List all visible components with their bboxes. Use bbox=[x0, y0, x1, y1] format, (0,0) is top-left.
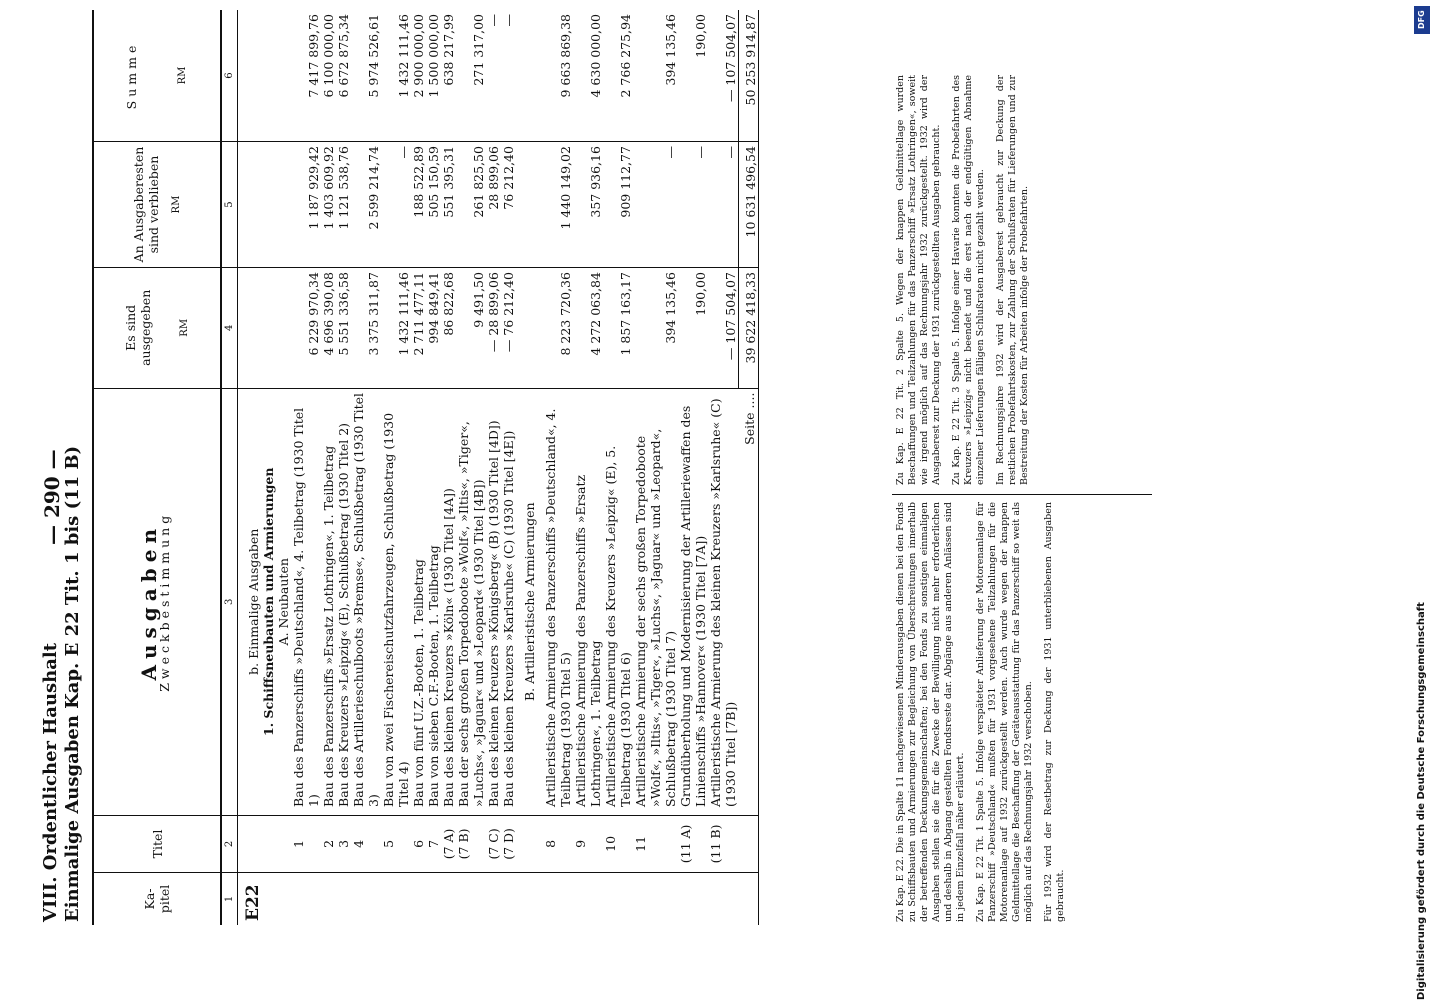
table-row bbox=[381, 10, 411, 925]
table-row bbox=[336, 10, 351, 925]
kapitel-code: E22 bbox=[243, 884, 263, 921]
ausgegeben-cell: 1 857 163,17 bbox=[603, 268, 633, 389]
kapitel-cell bbox=[543, 872, 573, 925]
summe-cell: 271 317,00 bbox=[456, 10, 486, 142]
ausgabereste-cell: 357 936,16 bbox=[573, 142, 603, 268]
seite-summe: 50 253 914,87 bbox=[738, 10, 758, 142]
summe-cell: 6 100 000,00 bbox=[321, 10, 336, 142]
colnum-4: 4 bbox=[221, 268, 238, 389]
zweck-cell: Bau des Panzerschiffs »Ersatz Lothringen«, 1. Teilbetrag bbox=[321, 388, 336, 815]
ausgegeben-cell: 86 822,68 bbox=[441, 268, 456, 389]
titel-cell: 11 bbox=[633, 815, 678, 872]
summe-cell: — 107 504,07 bbox=[708, 10, 738, 142]
ausgabereste-cell: 28 899,06 bbox=[486, 142, 501, 268]
col-ausgaben bbox=[93, 388, 221, 815]
ausgabereste-cell: 505 150,59 bbox=[426, 142, 441, 268]
colnum-6: 6 bbox=[221, 10, 238, 142]
summe-cell: 7 417 899,76 bbox=[291, 10, 321, 142]
unit-6: RM bbox=[177, 66, 188, 85]
ausgegeben-cell: 3 375 311,87 bbox=[351, 268, 381, 389]
ausgabereste-cell: 188 522,89 bbox=[411, 142, 426, 268]
kapitel-cell bbox=[456, 872, 486, 925]
titel-cell: (11 A) bbox=[678, 815, 708, 872]
summe-cell: 5 974 526,61 bbox=[351, 10, 381, 142]
ausgegeben-cell: — 76 212,40 bbox=[501, 268, 516, 389]
note-paragraph: Zu Kap. E 22 Tit. 3 Spalte 5. Infolge einer Havarie konnten die Probefahrten des Kreuzers »Leipzig« nicht beendet und die erst nach der endgültigen Abnahme einzelner Lieferungen fälligen Schlußraten nicht gezahlt werden. bbox=[951, 75, 986, 485]
colnum-2: 2 bbox=[221, 815, 238, 872]
note-paragraph: Zu Kap. E 22 Tit. 2 Spalte 5. Wegen der knappen Geldmittellage wurden Beschaffungen und Teilzahlungen für das Panzerschiff »Ersatz Lothringen«, soweit wie irgend möglich auf das Rechnungsjahr 1932 zurückgestellt. 1932 wird der Ausgaberest zur Deckung der 1931 zurückgestellten Ausgaben gebraucht. bbox=[895, 75, 942, 485]
titel-cell: 7 bbox=[426, 815, 441, 872]
dfg-logo: DFG bbox=[1414, 6, 1430, 34]
table-row bbox=[708, 10, 738, 925]
kapitel-cell bbox=[501, 872, 516, 925]
titel-cell: 10 bbox=[603, 815, 633, 872]
kapitel-cell bbox=[321, 872, 336, 925]
titel-cell: (7 D) bbox=[501, 815, 516, 872]
table-row bbox=[543, 10, 573, 925]
table-row bbox=[633, 10, 678, 925]
ausgabereste-cell: — bbox=[381, 142, 411, 268]
titel-cell: 4 bbox=[351, 815, 381, 872]
ausgegeben-cell: 190,00 bbox=[678, 268, 708, 389]
colnum-5: 5 bbox=[221, 142, 238, 268]
col-ausgaben-label: Ausgaben bbox=[137, 523, 161, 681]
col-kapitel-label: Ka-pitel bbox=[142, 884, 172, 914]
table-row bbox=[456, 10, 486, 925]
seite-ausgabereste: 10 631 496,54 bbox=[738, 142, 758, 268]
col-ausgabereste bbox=[93, 142, 221, 268]
notes-left bbox=[895, 502, 1075, 922]
ausgegeben-cell: 394 135,46 bbox=[633, 268, 678, 389]
unit-4: RM bbox=[178, 318, 190, 337]
summe-cell: 4 630 000,00 bbox=[573, 10, 603, 142]
ausgegeben-cell: — 107 504,07 bbox=[708, 268, 738, 389]
header-subtitle: Einmalige Ausgaben Kap. E 22 Tit. 1 bis (11 B) bbox=[62, 445, 83, 922]
zweck-cell: Artilleristische Armierung der sechs großen Torpedoboote »Wolf«, »Iltis«, »Tiger«, »Luchs«, »Jaguar« und »Leopard«, Schlußbetrag (1930 Titel 7) bbox=[633, 388, 678, 815]
col-summe bbox=[93, 10, 221, 142]
col-summe-label: Summe bbox=[124, 41, 139, 110]
ausgegeben-cell: 4 272 063,84 bbox=[573, 268, 603, 389]
ausgabereste-cell: 261 825,50 bbox=[456, 142, 486, 268]
unit-5: RM bbox=[170, 195, 182, 214]
ausgabereste-cell: 2 599 214,74 bbox=[351, 142, 381, 268]
section-1: 1. Schiffsneubauten und Armierungen bbox=[261, 467, 276, 736]
ausgegeben-cell: 2 711 477,11 bbox=[411, 268, 426, 389]
table-row bbox=[441, 10, 456, 925]
section-b-heading: B. Artilleristische Armierungen bbox=[516, 388, 543, 815]
seite-label: Seite .... bbox=[738, 388, 758, 815]
titel-cell: 3 bbox=[336, 815, 351, 872]
ausgabereste-cell: 76 212,40 bbox=[501, 142, 516, 268]
dfg-sidebar bbox=[1414, 6, 1430, 1000]
colnum-1: 1 bbox=[221, 872, 238, 925]
ausgegeben-cell: 6 229 970,34 bbox=[291, 268, 321, 389]
kapitel-cell bbox=[708, 872, 738, 925]
col-ausgabereste-label: An Ausgaberesten sind verblieben bbox=[130, 146, 161, 263]
titel-cell: 2 bbox=[321, 815, 336, 872]
zweck-cell: Artilleristische Armierung des kleinen Kreuzers »Karlsruhe« (C) (1930 Titel [7B]) bbox=[708, 388, 738, 815]
summe-cell: 2 766 275,94 bbox=[603, 10, 633, 142]
zweck-cell: Bau von fünf U.Z.-Booten, 1. Teilbetrag bbox=[411, 388, 426, 815]
titel-cell: (7 A) bbox=[441, 815, 456, 872]
ausgabereste-cell: — bbox=[708, 142, 738, 268]
summe-cell: 638 217,99 bbox=[441, 10, 456, 142]
zweck-cell: Artilleristische Armierung des Panzerschiffs »Deutschland«, 4. Teilbetrag (1930 Titel 5) bbox=[543, 388, 573, 815]
ausgabereste-cell: 1 187 929,42 bbox=[291, 142, 321, 268]
ausgabereste-cell: 909 112,77 bbox=[603, 142, 633, 268]
seite-ausgegeben: 39 622 418,33 bbox=[738, 268, 758, 389]
page-number: — 290 — bbox=[40, 449, 64, 545]
ausgabereste-cell: — bbox=[633, 142, 678, 268]
zweck-cell: Bau von zwei Fischereischutzfahrzeugen, Schlußbetrag (1930 Titel 4) bbox=[381, 388, 411, 815]
note-paragraph: Zu Kap. E 22. Die in Spalte 11 nachgewiesenen Minderausgaben dienen bei den Fonds zu Schiffsbauten und Armierungen zur Begleichung von Überschreitungen innerhalb der betreffenden Deckungsgemeinschaften; bei den Fonds zu sonstigen einmaligen Ausgaben stellen sie die für die Zwecke der Bewilligung nicht mehr erforderlichen und deshalb in Abgang gestellten Fondsreste dar. Abgänge aus anderen Anlässen sind in jedem Einzelfall näher erläutert. bbox=[895, 502, 966, 922]
ausgegeben-cell: 4 696 390,08 bbox=[321, 268, 336, 389]
zweck-cell: Artilleristische Armierung des Panzerschiffs »Ersatz Lothringen«, 1. Teilbetrag bbox=[573, 388, 603, 815]
seite-total-row bbox=[738, 10, 758, 925]
table-row bbox=[351, 10, 381, 925]
kapitel-cell bbox=[381, 872, 411, 925]
titel-cell: (11 B) bbox=[708, 815, 738, 872]
section-row bbox=[516, 10, 543, 925]
table-row bbox=[321, 10, 336, 925]
summe-cell: 1 500 000,00 bbox=[426, 10, 441, 142]
col-ausgegeben bbox=[93, 268, 221, 389]
kapitel-cell bbox=[351, 872, 381, 925]
kapitel-cell bbox=[411, 872, 426, 925]
dfg-credit: Digitalisierung gefördert durch die Deutsche Forschungsgemeinschaft bbox=[1416, 602, 1427, 1000]
ausgabereste-cell: 1 440 149,02 bbox=[543, 142, 573, 268]
titel-cell: 9 bbox=[573, 815, 603, 872]
section-b: b. Einmalige Ausgaben bbox=[246, 528, 261, 675]
kapitel-cell bbox=[291, 872, 321, 925]
table-row bbox=[501, 10, 516, 925]
ausgegeben-cell: 1 432 111,46 bbox=[381, 268, 411, 389]
kapitel-cell bbox=[486, 872, 501, 925]
summe-cell: 190,00 bbox=[678, 10, 708, 142]
summe-cell: 9 663 869,38 bbox=[543, 10, 573, 142]
zweck-cell: Bau von sieben C.F.-Booten, 1. Teilbetrag bbox=[426, 388, 441, 815]
note-paragraph: Für 1932 wird der Restbetrag zur Deckung der 1931 unterbliebenen Ausgaben gebraucht. bbox=[1043, 502, 1066, 922]
col-ausgegeben-label: Es sind ausgegeben bbox=[122, 289, 153, 366]
summe-cell: 1 432 111,46 bbox=[381, 10, 411, 142]
kapitel-cell bbox=[678, 872, 708, 925]
titel-cell: 6 bbox=[411, 815, 426, 872]
zweck-cell: Bau des Artillerieschulboots »Bremse«, Schlußbetrag (1930 Titel 3) bbox=[351, 388, 381, 815]
kapitel-cell bbox=[573, 872, 603, 925]
zweck-cell: Bau der sechs großen Torpedoboote »Wolf«, »Iltis«, »Tiger«, »Luchs«, »Jaguar« und »Leopard« (1930 Titel [4B]) bbox=[456, 388, 486, 815]
summe-cell: — bbox=[486, 10, 501, 142]
ausgegeben-cell: 5 551 336,58 bbox=[336, 268, 351, 389]
col-kapitel bbox=[93, 872, 221, 925]
zweck-cell: Artilleristische Armierung des Kreuzers »Leipzig« (E), 5. Teilbetrag (1930 Titel 6) bbox=[603, 388, 633, 815]
titel-cell: (7 C) bbox=[486, 815, 501, 872]
zweck-cell: Grundüberholung und Modernisierung der Artilleriewaffen des Linienschiffs »Hannover« (1930 Titel [7A]) bbox=[678, 388, 708, 815]
kapitel-cell bbox=[441, 872, 456, 925]
ausgegeben-cell: 994 849,41 bbox=[426, 268, 441, 389]
table-row bbox=[291, 10, 321, 925]
ausgabereste-cell: 1 121 538,76 bbox=[336, 142, 351, 268]
ausgegeben-cell: 8 223 720,36 bbox=[543, 268, 573, 389]
header-left-title: VIII. Ordentlicher Haushalt bbox=[40, 642, 61, 922]
expenditure-table bbox=[92, 10, 759, 925]
kapitel-cell bbox=[633, 872, 678, 925]
titel-cell: 8 bbox=[543, 815, 573, 872]
note-paragraph: Zu Kap. E 22 Tit. 1 Spalte 5. Infolge verspäteter Anlieferung der Motorenanlage für Panzerschiff »Deutschland« mußten für 1931 vorgesehene Teilzahlungen für die Motorenanlage auf 1932 zurückgestellt werden. Auch wurde wegen der knappen Geldmittellage die Beschaffung der Geräteausstattung für das Panzerschiff so weit als möglich auf das Rechnungsjahr 1932 verschoben. bbox=[975, 502, 1034, 922]
kapitel-cell bbox=[426, 872, 441, 925]
zweck-cell: Bau des kleinen Kreuzers »Königsberg« (B) (1930 Titel [4D]) bbox=[486, 388, 501, 815]
table-row bbox=[573, 10, 603, 925]
kapitel-cell bbox=[336, 872, 351, 925]
ausgegeben-cell: 9 491,50 bbox=[456, 268, 486, 389]
titel-cell: (7 B) bbox=[456, 815, 486, 872]
table-row bbox=[603, 10, 633, 925]
table-row bbox=[411, 10, 426, 925]
note-paragraph: Im Rechnungsjahre 1932 wird der Ausgaberest gebraucht zur Deckung der restlichen Probefahrtskosten, zur Zahlung der Schlußraten für Lieferungen und zur Bestreitung der Kosten für Arbeiten infolge der Probefahrten. bbox=[995, 75, 1030, 485]
ausgabereste-cell: — bbox=[678, 142, 708, 268]
colnum-3: 3 bbox=[221, 388, 238, 815]
table-row bbox=[678, 10, 708, 925]
section-a: A. Neubauten bbox=[276, 558, 291, 646]
zweck-cell: Bau des kleinen Kreuzers »Köln« (1930 Titel [4A]) bbox=[441, 388, 456, 815]
summe-cell: 6 672 875,34 bbox=[336, 10, 351, 142]
zweck-cell: Bau des kleinen Kreuzers »Karlsruhe« (C) (1930 Titel [4E]) bbox=[501, 388, 516, 815]
summe-cell: 394 135,46 bbox=[633, 10, 678, 142]
ausgabereste-cell: 1 403 609,92 bbox=[321, 142, 336, 268]
notes-right bbox=[895, 75, 1039, 485]
titel-cell: 1 bbox=[291, 815, 321, 872]
col-zweck-label: Zweckbestimmung bbox=[157, 511, 172, 692]
table-row bbox=[426, 10, 441, 925]
table-row bbox=[486, 10, 501, 925]
ausgabereste-cell: 551 395,31 bbox=[441, 142, 456, 268]
summe-cell: — bbox=[501, 10, 516, 142]
titel-cell: 5 bbox=[381, 815, 411, 872]
kapitel-cell bbox=[603, 872, 633, 925]
col-titel bbox=[93, 815, 221, 872]
summe-cell: 2 900 000,00 bbox=[411, 10, 426, 142]
col-titel-label: Titel bbox=[149, 829, 165, 859]
ausgegeben-cell: — 28 899,06 bbox=[486, 268, 501, 389]
zweck-cell: Bau des Panzerschiffs »Deutschland«, 4. Teilbetrag (1930 Titel 1) bbox=[291, 388, 321, 815]
notes-divider bbox=[892, 494, 1152, 495]
zweck-cell: Bau des Kreuzers »Leipzig« (E), Schlußbetrag (1930 Titel 2) bbox=[336, 388, 351, 815]
